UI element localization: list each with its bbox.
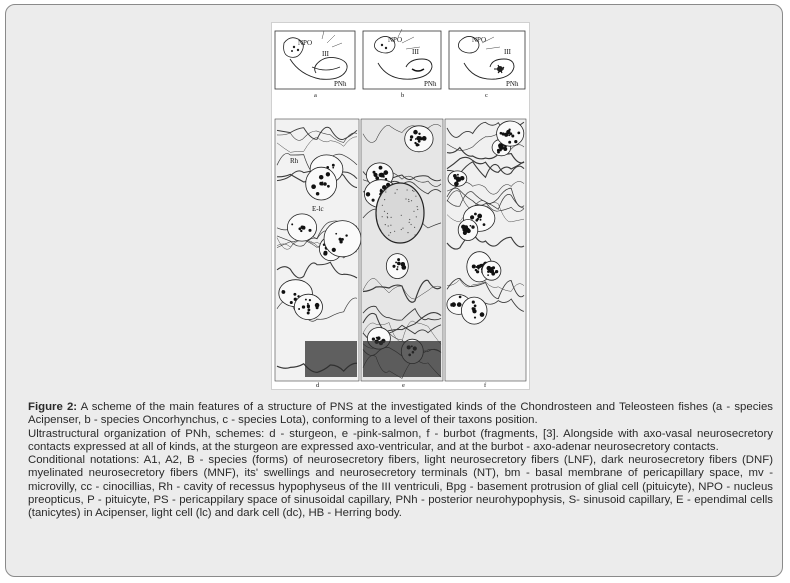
vesicle <box>472 309 476 313</box>
vesicle <box>460 176 465 181</box>
vesicle <box>397 262 401 266</box>
vesicle <box>422 136 427 141</box>
chromatin-speck <box>390 225 391 226</box>
vesicle <box>508 134 510 136</box>
vesicle <box>291 223 293 225</box>
vesicle <box>392 265 395 268</box>
chromatin-speck <box>387 217 388 218</box>
chromatin-speck <box>388 225 389 226</box>
vesicle <box>410 139 412 141</box>
vesicle <box>321 183 324 186</box>
vesicle <box>477 214 482 219</box>
vesicle <box>418 144 420 146</box>
panel-d-label-elc: E-lc <box>312 205 324 213</box>
vesicle <box>332 248 336 252</box>
chromatin-speck <box>417 209 418 210</box>
vesicle <box>475 269 477 271</box>
vesicle <box>511 135 514 138</box>
chromatin-speck <box>384 211 385 212</box>
chromatin-speck <box>415 196 416 197</box>
vesicle <box>477 268 479 270</box>
chromatin-speck <box>408 199 409 200</box>
vesicle <box>377 336 381 340</box>
vesicle <box>302 305 305 308</box>
chromatin-speck <box>382 216 383 217</box>
panel-a-label-npo: NPO <box>298 39 313 47</box>
vesicle <box>366 192 370 196</box>
vesicle <box>508 141 511 144</box>
chromatin-speck <box>411 200 412 201</box>
vesicle <box>457 177 459 179</box>
vesicle <box>487 274 489 276</box>
chromatin-speck <box>413 211 414 212</box>
vesicle <box>307 312 310 315</box>
figure-caption <box>28 401 773 521</box>
vesicle <box>450 303 452 305</box>
vesicle <box>380 173 382 175</box>
chromatin-speck <box>409 219 410 220</box>
vesicle <box>315 303 320 308</box>
vesicle <box>474 304 477 307</box>
vesicle <box>332 164 335 167</box>
vesicle <box>373 173 377 177</box>
vesicle <box>470 225 472 227</box>
vesicle <box>305 299 307 301</box>
vesicle <box>395 261 397 263</box>
chromatin-speck <box>391 217 392 218</box>
chromatin-speck <box>385 191 386 192</box>
vesicle <box>311 184 316 189</box>
chromatin-speck <box>413 191 414 192</box>
panel-f-letter: f <box>484 382 487 389</box>
chromatin-speck <box>395 193 396 194</box>
caption-paragraph-3: Conditional notations: A1, A2, B - species (forms) of neurosecretory fibers, light neurosecretory fibers (LNF), dark neurosecretory fibers (DNF) myelinated neurosecretory fibers (MNF), its' swellings and neurosecretory terminals (NT), bm - basal membrane of pericapillary space, mv - microvilly, cc - cinocillias, Rh - cavity of recessus hypophyseus of the III ventriculi, Bpg - basement protrusion of glial cell (pituicyte), NPO - nucleus preopticus, P - pituicyte, PS - pericappilary space of sinusoidal capillary, PNh - posterior neurohypophysis, S- sinusoid capillary, E - ependimal cells (tanicytes) in Acipenser, light cell (lc) and dark cell (dc), HB - Herring body. <box>28 454 773 520</box>
capillary-region <box>305 341 357 377</box>
vesicle <box>495 270 498 273</box>
chromatin-speck <box>397 189 398 190</box>
vesicle <box>309 299 311 301</box>
vesicle <box>475 219 478 222</box>
figure-card <box>5 4 783 577</box>
vesicle <box>372 337 375 340</box>
vesicle <box>307 303 309 305</box>
vesicle <box>397 266 399 268</box>
chromatin-speck <box>390 232 391 233</box>
chromatin-speck <box>388 235 389 236</box>
vesicle <box>414 142 416 144</box>
vesicle <box>379 166 383 170</box>
vesicle <box>488 268 492 272</box>
vesicle <box>410 135 413 138</box>
schematic-panel-a <box>275 31 355 99</box>
micrograph-panel-f <box>445 119 526 381</box>
vesicle <box>474 213 477 216</box>
panel-b-letter: b <box>401 92 405 99</box>
chromatin-speck <box>394 231 395 232</box>
panel-b-label-pnh: PNh <box>424 80 437 88</box>
panel-c-label-iii: III <box>504 48 511 56</box>
panel-d-letter: d <box>316 382 320 389</box>
chromatin-speck <box>382 205 383 206</box>
vesicle <box>282 290 286 294</box>
chromatin-speck <box>401 229 402 230</box>
figure-number: Figure 2: <box>28 401 78 413</box>
vesicle <box>383 170 388 175</box>
chromatin-speck <box>387 213 388 214</box>
chromatin-speck <box>405 198 406 199</box>
vesicle <box>517 132 520 135</box>
vesicle <box>372 199 375 202</box>
vesicle <box>418 133 420 135</box>
schematic-panel-c <box>449 31 525 99</box>
vesicle <box>316 192 320 196</box>
vesicle <box>345 234 347 236</box>
vesicle <box>457 302 462 307</box>
chromatin-speck <box>417 206 418 207</box>
chromatin-speck <box>408 201 409 202</box>
panel-c-letter: c <box>485 92 488 99</box>
vesicle <box>319 175 324 180</box>
vesicle <box>301 226 304 229</box>
figure-illustration <box>272 23 529 389</box>
vesicle <box>463 231 467 235</box>
vesicle <box>499 145 504 150</box>
chromatin-speck <box>384 199 385 200</box>
vesicle <box>293 293 296 296</box>
panel-a-label-pnh: PNh <box>334 80 347 88</box>
panel-a-label-iii: III <box>322 50 329 58</box>
vesicle <box>308 229 311 232</box>
vesicle <box>323 182 327 186</box>
vesicle <box>307 308 310 311</box>
vesicle <box>462 177 464 179</box>
panel-b-label-npo: NPO <box>388 36 403 44</box>
vesicle <box>307 305 310 308</box>
vesicle <box>332 167 334 169</box>
vesicle <box>483 223 486 226</box>
vesicle <box>416 136 420 140</box>
caption-paragraph-1 <box>28 401 773 428</box>
schematic-panel-b <box>363 29 441 99</box>
vesicle <box>339 240 342 243</box>
vesicle <box>401 265 406 270</box>
caption-text-1: A scheme of the main features of a structure of PNS at the investigated kinds of the Chondrosteen and Teleosteen fishes (a - species Acipenser, b - species Oncorhynchus, c - species Lota), conforming to a level of their taxons position. <box>28 401 773 427</box>
chromatin-speck <box>414 227 415 228</box>
chromatin-speck <box>411 224 412 225</box>
figure-image <box>271 22 530 390</box>
chromatin-speck <box>407 189 408 190</box>
chromatin-speck <box>385 224 386 225</box>
micrograph-panel-d <box>275 119 361 381</box>
chromatin-speck <box>415 234 416 235</box>
vesicle <box>478 266 480 268</box>
chromatin-speck <box>407 232 408 233</box>
chromatin-speck <box>402 228 403 229</box>
panel-c-label-pnh: PNh <box>506 80 519 88</box>
vesicle <box>396 268 398 270</box>
vesicle <box>327 185 330 188</box>
vesicle <box>323 252 327 256</box>
vesicle <box>413 130 418 135</box>
chromatin-speck <box>409 222 410 223</box>
vesicle <box>459 296 462 299</box>
vesicle <box>397 258 400 261</box>
chromatin-speck <box>412 190 413 191</box>
vesicle <box>467 228 470 231</box>
chromatin-speck <box>401 215 402 216</box>
chromatin-speck <box>416 216 417 217</box>
panel-a-letter: a <box>314 92 317 99</box>
chromatin-speck <box>383 233 384 234</box>
vesicle <box>474 317 476 319</box>
panel-b-label-iii: III <box>412 48 419 56</box>
vesicle <box>383 176 385 178</box>
vesicle <box>471 216 473 218</box>
vesicle <box>457 174 459 176</box>
panel-d-label-rh: Rh <box>290 157 299 165</box>
vesicle <box>472 301 475 304</box>
vesicle <box>497 151 500 154</box>
vesicle <box>514 140 517 143</box>
chromatin-speck <box>385 189 386 190</box>
vesicle <box>300 230 302 232</box>
vesicle <box>473 265 475 267</box>
panel-c-label-npo: NPO <box>472 36 487 44</box>
vesicle <box>326 172 330 176</box>
vesicle <box>471 225 474 228</box>
caption-paragraph-2: Ultrastructural organization of PNh, schemes: d - sturgeon, e -pink-salmon, f - burbot (fragments, [3]. Alongside with axo-vasal neurosecretory contacts expressed at all of kinds, at the sturgeon are expressed axo-ventricular, and at the burbot - axo-adenar neurosecretory contacts. <box>28 427 773 453</box>
vesicle <box>493 272 495 274</box>
vesicle <box>298 308 300 310</box>
vesicle <box>480 219 482 221</box>
vesicle <box>290 301 293 304</box>
vesicle <box>335 233 337 235</box>
capillary-region <box>363 341 441 377</box>
panel-e-letter: e <box>402 382 405 389</box>
vesicle <box>322 182 324 184</box>
vesicle <box>454 182 459 187</box>
micrograph-panel-e <box>361 119 443 381</box>
vesicle <box>504 133 508 137</box>
vesicle <box>480 312 485 317</box>
